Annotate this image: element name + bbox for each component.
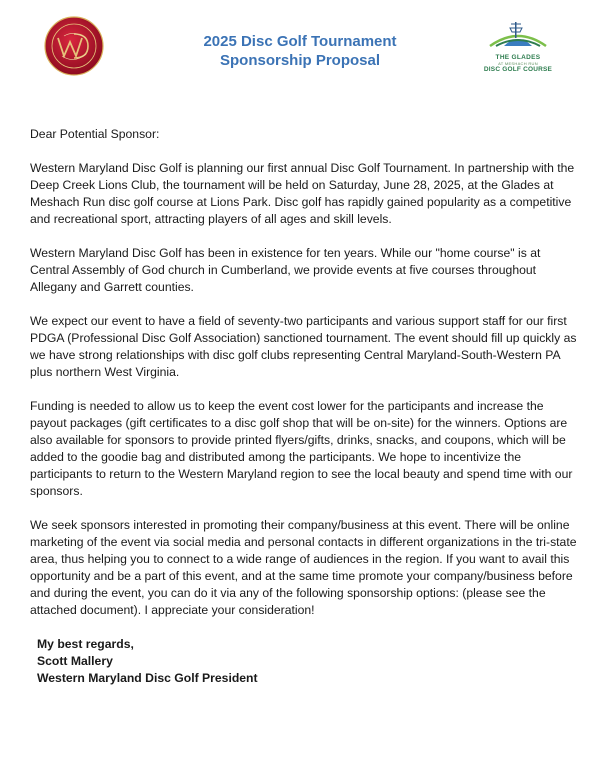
document-title bbox=[150, 32, 450, 70]
signer-title: Western Maryland Disc Golf President bbox=[37, 671, 258, 685]
paragraph-2: Western Maryland Disc Golf has been in existence for ten years. While our "home course" is at Central Assembly of God church in Cumberland, we provide events at five courses throughout Allegany and Garrett counties. bbox=[30, 246, 541, 294]
letter-body bbox=[30, 126, 578, 687]
the-glades-logo-icon bbox=[470, 18, 566, 78]
closing-line: My best regards, bbox=[37, 637, 134, 651]
title-line-2: Sponsorship Proposal bbox=[219, 52, 381, 69]
paragraph-4: Funding is needed to allow us to keep the event cost lower for the participants and increase the payout packages (gift certificates to a disc golf shop that will be on-site) for the winners. Options are also available for sponsors to provide printed flyers/gifts, drinks, snacks, and coupons, which will be added to the goodie bag and distributed among the participants. We hope to incentivize the participants to return to the Western Maryland region to see the local beauty and spend time with our sponsors. bbox=[30, 399, 573, 498]
glades-name: THE GLADES bbox=[495, 54, 541, 61]
title-line-1: 2025 Disc Golf Tournament bbox=[203, 33, 397, 50]
glades-subtitle: AT MESHACH RUN bbox=[498, 61, 538, 66]
paragraph-1: Western Maryland Disc Golf is planning our first annual Disc Golf Tournament. In partnership with the Deep Creek Lions Club, the tournament will be held on Saturday, June 28, 2025, at the Glades at Meshach Run disc golf course at Lions Park. Disc golf has rapidly gained popularity as a competitive and recreational sport, attracting players of all ages and skill levels. bbox=[30, 161, 575, 226]
salutation: Dear Potential Sponsor: bbox=[30, 127, 160, 141]
wmdg-logo-icon bbox=[44, 16, 104, 76]
paragraph-3: We expect our event to have a field of seventy-two participants and various support staff for our first PDGA (Professional Disc Golf Association) sanctioned tournament. The event should fill up quickly as we have strong relationships with disc golf clubs representing Central Maryland-South-Western PA plus northern West Virginia. bbox=[30, 314, 577, 379]
paragraph-5: We seek sponsors interested in promoting their company/business at this event. There will be online marketing of the event via social media and personal contacts in different organizations in the tri-state area, thus helping you to connect to a wide range of audiences in the region. If you want to avail this opportunity and be a part of this event, and at the same time promote your company/business before and during the event, you can do it via any of the following sponsorship options: (please see the attached document). I appreciate your consideration! bbox=[30, 518, 577, 617]
signature-block bbox=[37, 636, 578, 687]
signer-name: Scott Mallery bbox=[37, 654, 113, 668]
glades-emblem-icon bbox=[470, 18, 566, 48]
glades-course-label: DISC GOLF COURSE bbox=[483, 66, 553, 73]
